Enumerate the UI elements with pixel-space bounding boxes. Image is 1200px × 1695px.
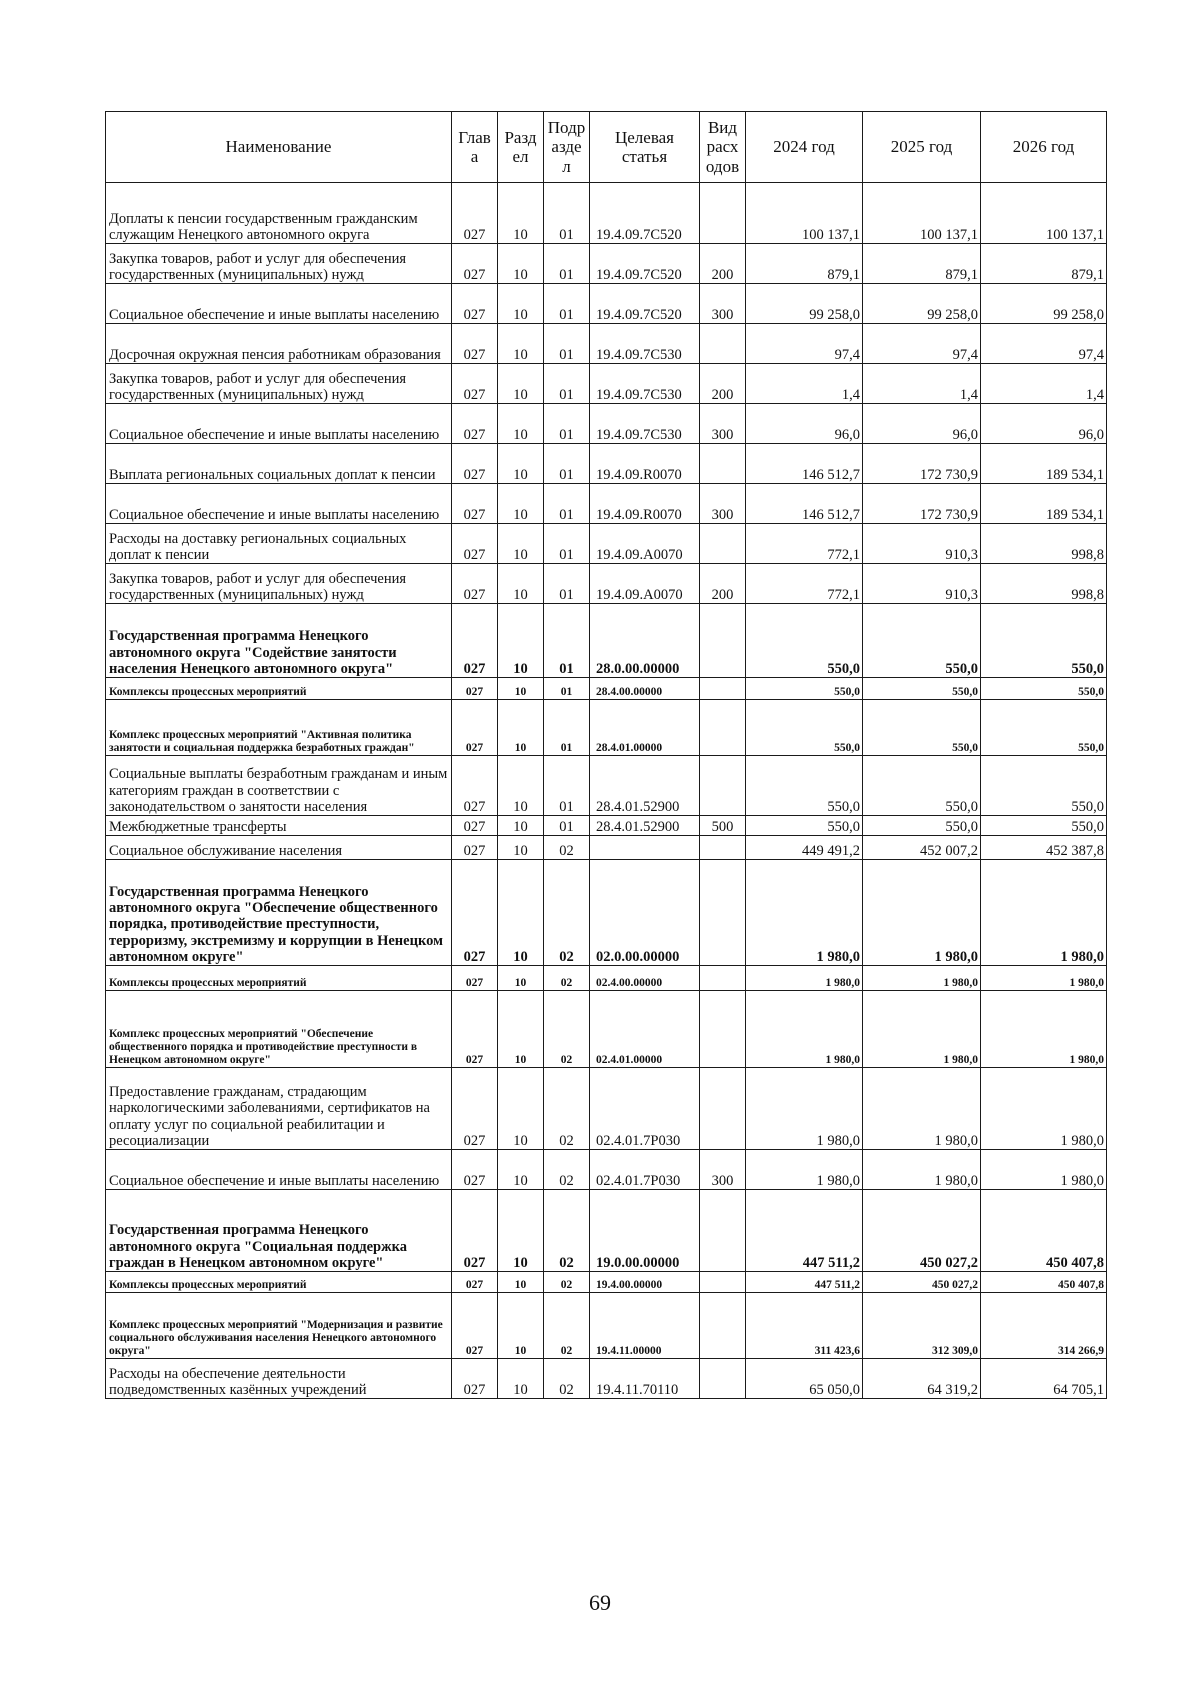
cell-article: 19.4.11.00000	[590, 1293, 700, 1359]
cell-vid: 500	[700, 816, 746, 836]
cell-y2024: 449 491,2	[746, 836, 863, 860]
cell-vid: 300	[700, 284, 746, 324]
cell-y2025: 879,1	[863, 244, 981, 284]
table-row	[106, 1190, 1107, 1272]
cell-razdel: 10	[498, 860, 544, 966]
cell-name: Государственная программа Ненецкого автономного округа "Социальная поддержка граждан в Ненецком автономном округе"	[106, 1190, 452, 1272]
table-row	[106, 1272, 1107, 1293]
table-row	[106, 404, 1107, 444]
table-row	[106, 244, 1107, 284]
cell-y2024: 447 511,2	[746, 1272, 863, 1293]
cell-y2025: 97,4	[863, 324, 981, 364]
cell-y2024: 311 423,6	[746, 1293, 863, 1359]
cell-article: 19.4.09.А0070	[590, 564, 700, 604]
cell-vid	[700, 183, 746, 244]
cell-razdel: 10	[498, 1190, 544, 1272]
cell-glava: 027	[452, 564, 498, 604]
cell-y2025: 312 309,0	[863, 1293, 981, 1359]
cell-name: Предоставление гражданам, страдающим наркологическими заболеваниями, сертификатов на оплату услуг по социальной реабилитации и ресоциализации	[106, 1068, 452, 1150]
cell-y2024: 1 980,0	[746, 991, 863, 1068]
table-row	[106, 1068, 1107, 1150]
cell-razdel: 10	[498, 816, 544, 836]
cell-vid	[700, 1068, 746, 1150]
cell-razdel: 10	[498, 364, 544, 404]
cell-razdel: 10	[498, 991, 544, 1068]
cell-y2025: 100 137,1	[863, 183, 981, 244]
cell-y2025: 172 730,9	[863, 484, 981, 524]
cell-article: 19.4.09.А0070	[590, 524, 700, 564]
cell-y2024: 1 980,0	[746, 1068, 863, 1150]
cell-vid	[700, 1272, 746, 1293]
cell-name: Расходы на доставку региональных социальных доплат к пенсии	[106, 524, 452, 564]
cell-glava: 027	[452, 444, 498, 484]
cell-podrazdel: 01	[544, 404, 590, 444]
cell-razdel: 10	[498, 604, 544, 678]
cell-vid	[700, 444, 746, 484]
cell-article: 28.4.01.52900	[590, 756, 700, 816]
cell-y2024: 1 980,0	[746, 966, 863, 991]
cell-vid: 200	[700, 564, 746, 604]
header-2025: 2025 год	[863, 112, 981, 183]
cell-y2025: 550,0	[863, 700, 981, 756]
cell-podrazdel: 01	[544, 524, 590, 564]
cell-article: 28.4.00.00000	[590, 678, 700, 700]
cell-vid	[700, 324, 746, 364]
table-row	[106, 678, 1107, 700]
cell-podrazdel: 01	[544, 364, 590, 404]
table-row	[106, 1150, 1107, 1190]
cell-glava: 027	[452, 404, 498, 444]
cell-razdel: 10	[498, 484, 544, 524]
cell-y2025: 1 980,0	[863, 1068, 981, 1150]
cell-y2025: 450 027,2	[863, 1190, 981, 1272]
cell-y2026: 314 266,9	[981, 1293, 1107, 1359]
cell-y2024: 1,4	[746, 364, 863, 404]
page-number: 69	[589, 1590, 611, 1615]
cell-podrazdel: 02	[544, 1293, 590, 1359]
cell-glava: 027	[452, 1150, 498, 1190]
cell-vid: 200	[700, 244, 746, 284]
cell-y2024: 772,1	[746, 524, 863, 564]
cell-glava: 027	[452, 756, 498, 816]
cell-razdel: 10	[498, 836, 544, 860]
cell-podrazdel: 02	[544, 966, 590, 991]
cell-podrazdel: 02	[544, 1359, 590, 1399]
cell-vid	[700, 700, 746, 756]
cell-vid: 300	[700, 404, 746, 444]
cell-glava: 027	[452, 1359, 498, 1399]
cell-y2026: 97,4	[981, 324, 1107, 364]
cell-y2025: 910,3	[863, 564, 981, 604]
cell-vid	[700, 678, 746, 700]
cell-y2026: 1,4	[981, 364, 1107, 404]
cell-vid	[700, 966, 746, 991]
cell-razdel: 10	[498, 284, 544, 324]
cell-podrazdel: 01	[544, 700, 590, 756]
cell-name: Социальные выплаты безработным гражданам и иным категориям граждан в соответствии с законодательством о занятости населения	[106, 756, 452, 816]
cell-razdel: 10	[498, 444, 544, 484]
cell-y2025: 1 980,0	[863, 966, 981, 991]
cell-y2026: 100 137,1	[981, 183, 1107, 244]
cell-name: Комплекс процессных мероприятий "Модернизация и развитие социального обслуживания населения Ненецкого автономного округа"	[106, 1293, 452, 1359]
cell-vid	[700, 991, 746, 1068]
table-row	[106, 991, 1107, 1068]
cell-razdel: 10	[498, 966, 544, 991]
cell-article: 02.0.00.00000	[590, 860, 700, 966]
cell-vid	[700, 524, 746, 564]
cell-y2026: 450 407,8	[981, 1190, 1107, 1272]
cell-vid	[700, 756, 746, 816]
cell-vid: 200	[700, 364, 746, 404]
cell-y2024: 550,0	[746, 604, 863, 678]
table-row	[106, 484, 1107, 524]
cell-y2026: 550,0	[981, 678, 1107, 700]
cell-razdel: 10	[498, 324, 544, 364]
cell-glava: 027	[452, 836, 498, 860]
cell-y2025: 99 258,0	[863, 284, 981, 324]
table-row	[106, 836, 1107, 860]
cell-y2024: 100 137,1	[746, 183, 863, 244]
cell-y2026: 64 705,1	[981, 1359, 1107, 1399]
cell-name: Социальное обслуживание населения	[106, 836, 452, 860]
cell-podrazdel: 02	[544, 836, 590, 860]
cell-glava: 027	[452, 1190, 498, 1272]
cell-podrazdel: 02	[544, 1190, 590, 1272]
cell-razdel: 10	[498, 1272, 544, 1293]
cell-vid: 300	[700, 484, 746, 524]
cell-article: 28.4.01.52900	[590, 816, 700, 836]
header-article: Целевая статья	[590, 112, 700, 183]
cell-y2025: 550,0	[863, 604, 981, 678]
cell-vid	[700, 604, 746, 678]
cell-article: 28.0.00.00000	[590, 604, 700, 678]
cell-podrazdel: 02	[544, 1272, 590, 1293]
cell-name: Комплексы процессных мероприятий	[106, 966, 452, 991]
cell-y2026: 1 980,0	[981, 966, 1107, 991]
cell-glava: 027	[452, 183, 498, 244]
cell-y2024: 550,0	[746, 816, 863, 836]
cell-glava: 027	[452, 700, 498, 756]
cell-name: Комплекс процессных мероприятий "Активная политика занятости и социальная поддержка безработных граждан"	[106, 700, 452, 756]
cell-vid	[700, 1293, 746, 1359]
cell-razdel: 10	[498, 678, 544, 700]
table-row	[106, 1293, 1107, 1359]
cell-y2024: 550,0	[746, 700, 863, 756]
cell-y2025: 64 319,2	[863, 1359, 981, 1399]
cell-y2026: 550,0	[981, 756, 1107, 816]
table-header-row	[106, 112, 1107, 183]
cell-podrazdel: 02	[544, 860, 590, 966]
cell-y2026: 998,8	[981, 524, 1107, 564]
cell-y2024: 96,0	[746, 404, 863, 444]
cell-article: 19.4.09.7С530	[590, 324, 700, 364]
cell-y2025: 96,0	[863, 404, 981, 444]
header-2026: 2026 год	[981, 112, 1107, 183]
cell-podrazdel: 02	[544, 991, 590, 1068]
cell-y2026: 1 980,0	[981, 1068, 1107, 1150]
cell-name: Выплата региональных социальных доплат к пенсии	[106, 444, 452, 484]
cell-name: Комплексы процессных мероприятий	[106, 678, 452, 700]
cell-podrazdel: 01	[544, 604, 590, 678]
table-row	[106, 324, 1107, 364]
cell-article: 19.4.09.7С530	[590, 404, 700, 444]
cell-y2025: 1 980,0	[863, 991, 981, 1068]
cell-y2025: 450 027,2	[863, 1272, 981, 1293]
cell-y2024: 146 512,7	[746, 484, 863, 524]
cell-vid	[700, 1359, 746, 1399]
cell-razdel: 10	[498, 700, 544, 756]
cell-vid: 300	[700, 1150, 746, 1190]
cell-y2026: 189 534,1	[981, 484, 1107, 524]
cell-y2024: 65 050,0	[746, 1359, 863, 1399]
cell-y2026: 99 258,0	[981, 284, 1107, 324]
cell-y2025: 1,4	[863, 364, 981, 404]
cell-y2026: 550,0	[981, 816, 1107, 836]
cell-razdel: 10	[498, 1150, 544, 1190]
cell-podrazdel: 01	[544, 678, 590, 700]
cell-article: 19.4.09.R0070	[590, 444, 700, 484]
cell-y2026: 550,0	[981, 604, 1107, 678]
cell-name: Государственная программа Ненецкого автономного округа "Обеспечение общественного порядка, противодействие преступности, терроризму, экстремизму и коррупции в Ненецком автономном округе"	[106, 860, 452, 966]
cell-name: Межбюджетные трансферты	[106, 816, 452, 836]
cell-article: 19.4.09.7С520	[590, 244, 700, 284]
cell-podrazdel: 02	[544, 1068, 590, 1150]
cell-glava: 027	[452, 966, 498, 991]
cell-name: Закупка товаров, работ и услуг для обеспечения государственных (муниципальных) нужд	[106, 244, 452, 284]
cell-glava: 027	[452, 244, 498, 284]
cell-article: 28.4.01.00000	[590, 700, 700, 756]
cell-glava: 027	[452, 1068, 498, 1150]
cell-razdel: 10	[498, 1068, 544, 1150]
cell-y2026: 998,8	[981, 564, 1107, 604]
table-row	[106, 966, 1107, 991]
cell-razdel: 10	[498, 1359, 544, 1399]
cell-article: 02.4.01.00000	[590, 991, 700, 1068]
cell-razdel: 10	[498, 756, 544, 816]
cell-article: 19.4.09.7С520	[590, 183, 700, 244]
cell-vid	[700, 860, 746, 966]
header-name: Наименование	[106, 112, 452, 183]
cell-y2024: 550,0	[746, 678, 863, 700]
cell-y2026: 96,0	[981, 404, 1107, 444]
table-row	[106, 816, 1107, 836]
cell-name: Социальное обеспечение и иные выплаты населению	[106, 1150, 452, 1190]
cell-name: Социальное обеспечение и иные выплаты населению	[106, 284, 452, 324]
cell-y2025: 452 007,2	[863, 836, 981, 860]
cell-razdel: 10	[498, 524, 544, 564]
cell-y2026: 450 407,8	[981, 1272, 1107, 1293]
cell-podrazdel: 02	[544, 1150, 590, 1190]
cell-podrazdel: 01	[544, 564, 590, 604]
cell-glava: 027	[452, 284, 498, 324]
cell-y2025: 172 730,9	[863, 444, 981, 484]
cell-name: Комплекс процессных мероприятий "Обеспечение общественного порядка и противодействие преступности в Ненецком автономном округе"	[106, 991, 452, 1068]
cell-article: 19.4.09.7С530	[590, 364, 700, 404]
cell-y2025: 550,0	[863, 678, 981, 700]
cell-y2024: 447 511,2	[746, 1190, 863, 1272]
cell-y2026: 1 980,0	[981, 991, 1107, 1068]
cell-name: Доплаты к пенсии государственным гражданским служащим Ненецкого автономного округа	[106, 183, 452, 244]
cell-article: 02.4.01.7Р030	[590, 1068, 700, 1150]
cell-podrazdel: 01	[544, 484, 590, 524]
table-row	[106, 364, 1107, 404]
cell-podrazdel: 01	[544, 183, 590, 244]
cell-y2024: 1 980,0	[746, 860, 863, 966]
cell-article: 02.4.01.7Р030	[590, 1150, 700, 1190]
cell-name: Социальное обеспечение и иные выплаты населению	[106, 484, 452, 524]
cell-glava: 027	[452, 1293, 498, 1359]
cell-y2026: 189 534,1	[981, 444, 1107, 484]
cell-y2026: 1 980,0	[981, 860, 1107, 966]
table-row	[106, 183, 1107, 244]
cell-article	[590, 836, 700, 860]
table-row	[106, 604, 1107, 678]
cell-y2025: 1 980,0	[863, 860, 981, 966]
cell-y2026: 550,0	[981, 700, 1107, 756]
cell-y2025: 550,0	[863, 816, 981, 836]
cell-name: Государственная программа Ненецкого автономного округа "Содействие занятости населения Ненецкого автономного округа"	[106, 604, 452, 678]
cell-razdel: 10	[498, 183, 544, 244]
cell-razdel: 10	[498, 244, 544, 284]
table-row	[106, 524, 1107, 564]
cell-article: 19.4.00.00000	[590, 1272, 700, 1293]
cell-podrazdel: 01	[544, 324, 590, 364]
cell-name: Досрочная окружная пенсия работникам образования	[106, 324, 452, 364]
cell-y2026: 879,1	[981, 244, 1107, 284]
table-row	[106, 860, 1107, 966]
cell-article: 19.4.09.R0070	[590, 484, 700, 524]
header-glava: Глав а	[452, 112, 498, 183]
cell-glava: 027	[452, 678, 498, 700]
cell-podrazdel: 01	[544, 284, 590, 324]
cell-glava: 027	[452, 604, 498, 678]
cell-glava: 027	[452, 364, 498, 404]
cell-name: Социальное обеспечение и иные выплаты населению	[106, 404, 452, 444]
cell-y2025: 550,0	[863, 756, 981, 816]
cell-y2024: 99 258,0	[746, 284, 863, 324]
cell-podrazdel: 01	[544, 444, 590, 484]
table-row	[106, 1359, 1107, 1399]
cell-article: 19.4.09.7С520	[590, 284, 700, 324]
cell-podrazdel: 01	[544, 244, 590, 284]
header-razdel: Разд ел	[498, 112, 544, 183]
header-vid: Вид расх одов	[700, 112, 746, 183]
budget-table	[105, 111, 1107, 1399]
cell-y2025: 1 980,0	[863, 1150, 981, 1190]
cell-razdel: 10	[498, 564, 544, 604]
cell-y2024: 879,1	[746, 244, 863, 284]
cell-glava: 027	[452, 484, 498, 524]
cell-name: Комплексы процессных мероприятий	[106, 1272, 452, 1293]
table-row	[106, 444, 1107, 484]
cell-y2026: 1 980,0	[981, 1150, 1107, 1190]
table-row	[106, 564, 1107, 604]
cell-razdel: 10	[498, 1293, 544, 1359]
cell-article: 19.4.11.70110	[590, 1359, 700, 1399]
cell-name: Расходы на обеспечение деятельности подведомственных казённых учреждений	[106, 1359, 452, 1399]
cell-glava: 027	[452, 524, 498, 564]
cell-y2024: 97,4	[746, 324, 863, 364]
cell-y2024: 146 512,7	[746, 444, 863, 484]
cell-glava: 027	[452, 816, 498, 836]
cell-y2024: 1 980,0	[746, 1150, 863, 1190]
cell-podrazdel: 01	[544, 756, 590, 816]
header-2024: 2024 год	[746, 112, 863, 183]
cell-vid	[700, 1190, 746, 1272]
cell-glava: 027	[452, 991, 498, 1068]
table-body	[106, 183, 1107, 1399]
cell-y2025: 910,3	[863, 524, 981, 564]
cell-y2026: 452 387,8	[981, 836, 1107, 860]
cell-article: 02.4.00.00000	[590, 966, 700, 991]
cell-podrazdel: 01	[544, 816, 590, 836]
cell-name: Закупка товаров, работ и услуг для обеспечения государственных (муниципальных) нужд	[106, 564, 452, 604]
cell-razdel: 10	[498, 404, 544, 444]
cell-vid	[700, 836, 746, 860]
cell-glava: 027	[452, 324, 498, 364]
cell-article: 19.0.00.00000	[590, 1190, 700, 1272]
cell-glava: 027	[452, 1272, 498, 1293]
cell-glava: 027	[452, 860, 498, 966]
table-row	[106, 756, 1107, 816]
table-row	[106, 700, 1107, 756]
cell-name: Закупка товаров, работ и услуг для обеспечения государственных (муниципальных) нужд	[106, 364, 452, 404]
header-podrazdel: Подр азде л	[544, 112, 590, 183]
cell-y2024: 772,1	[746, 564, 863, 604]
cell-y2024: 550,0	[746, 756, 863, 816]
table-row	[106, 284, 1107, 324]
